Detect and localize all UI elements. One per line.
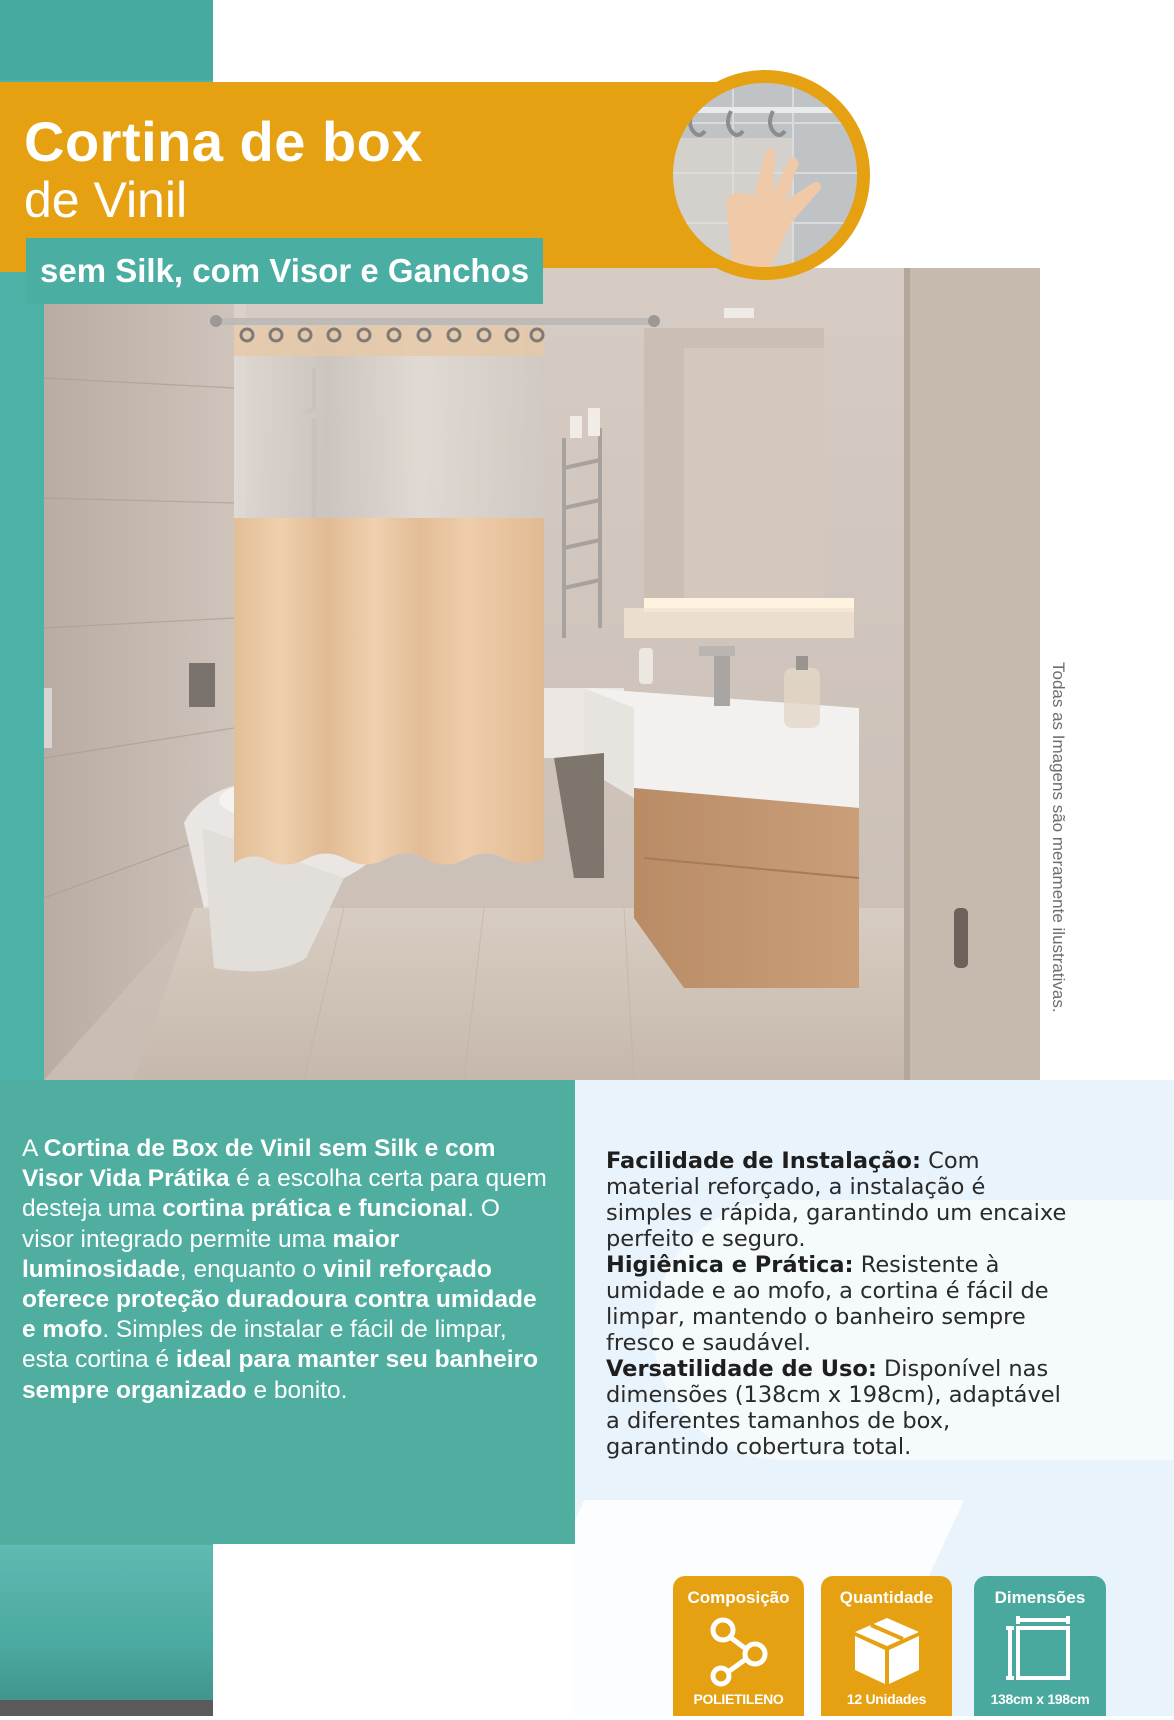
molecule-icon xyxy=(699,1614,779,1688)
teal-strip-photo xyxy=(0,1545,213,1716)
product-description xyxy=(22,1134,557,1406)
desc-part-bold: Cortina de Box de Vinil sem Silk e com Visor Vida Prátika xyxy=(22,1135,496,1193)
desc-part-bold: maior luminosidade xyxy=(22,1225,400,1283)
quantity-card xyxy=(821,1576,952,1716)
box-icon xyxy=(847,1614,927,1688)
desc-part: é a escolha certa para quem desteja uma xyxy=(22,1165,547,1223)
image-disclaimer-container xyxy=(1046,662,1070,1082)
feature-text: Com material reforçado, a instalação é simples e rápida, garantindo um encaixe perfeito e seguro. xyxy=(606,1148,1067,1252)
composition-card xyxy=(673,1576,804,1716)
product-title-line2: de Vinil xyxy=(24,172,188,228)
feature-item xyxy=(606,1252,1076,1356)
composition-label: Composição xyxy=(687,1588,790,1607)
desc-part-bold: vinil reforçado oferece proteção duradoura contra umidade e mofo xyxy=(22,1255,537,1344)
feature-title: Higiênica e Prática: xyxy=(606,1252,854,1278)
curtain-detail-photo xyxy=(673,83,857,267)
feature-text: Resistente à umidade e ao mofo, a cortina é fácil de limpar, mantendo o banheiro sempre fresco e saudável. xyxy=(606,1252,1049,1356)
dimensions-label: Dimensões xyxy=(994,1588,1086,1607)
image-disclaimer: Todas as Imagens são meramente ilustrativas. xyxy=(1049,662,1068,1013)
desc-part-bold: cortina prática e funcional xyxy=(162,1195,468,1223)
feature-item xyxy=(606,1148,1076,1252)
feature-text: Disponível nas dimensões (138cm x 198cm), adaptável a diferentes tamanhos de box, garantindo cobertura total. xyxy=(606,1356,1061,1460)
quantity-label: Quantidade xyxy=(839,1588,934,1607)
desc-part: A xyxy=(22,1135,44,1162)
dimensions-icon xyxy=(1000,1614,1080,1688)
subtitle-box xyxy=(26,238,543,304)
features-list xyxy=(606,1148,1076,1460)
desc-part: e bonito. xyxy=(246,1376,348,1404)
desc-part: . O visor integrado permite uma xyxy=(22,1195,500,1253)
feature-title: Versatilidade de Uso: xyxy=(606,1356,877,1382)
desc-part: . Simples de instalar e fácil de limpar, esta cortina é xyxy=(22,1316,507,1374)
bottom-dark-bar xyxy=(0,1700,213,1716)
composition-value: POLIETILENO xyxy=(693,1691,784,1707)
dimensions-card xyxy=(974,1576,1106,1716)
desc-part-bold: ideal para manter seu banheiro sempre organizado xyxy=(22,1346,539,1404)
teal-strip-top xyxy=(0,0,213,80)
detail-circle xyxy=(660,70,870,280)
dimensions-value: 138cm x 198cm xyxy=(990,1691,1090,1707)
feature-item xyxy=(606,1356,1076,1460)
product-subtitle: sem Silk, com Visor e Ganchos xyxy=(40,252,530,289)
quantity-value: 12 Unidades xyxy=(846,1691,927,1707)
bathroom-photo xyxy=(44,268,1040,1080)
product-title-line1: Cortina de box xyxy=(24,110,424,173)
desc-part: , enquanto o xyxy=(179,1255,323,1283)
feature-title: Facilidade de Instalação: xyxy=(606,1148,921,1174)
